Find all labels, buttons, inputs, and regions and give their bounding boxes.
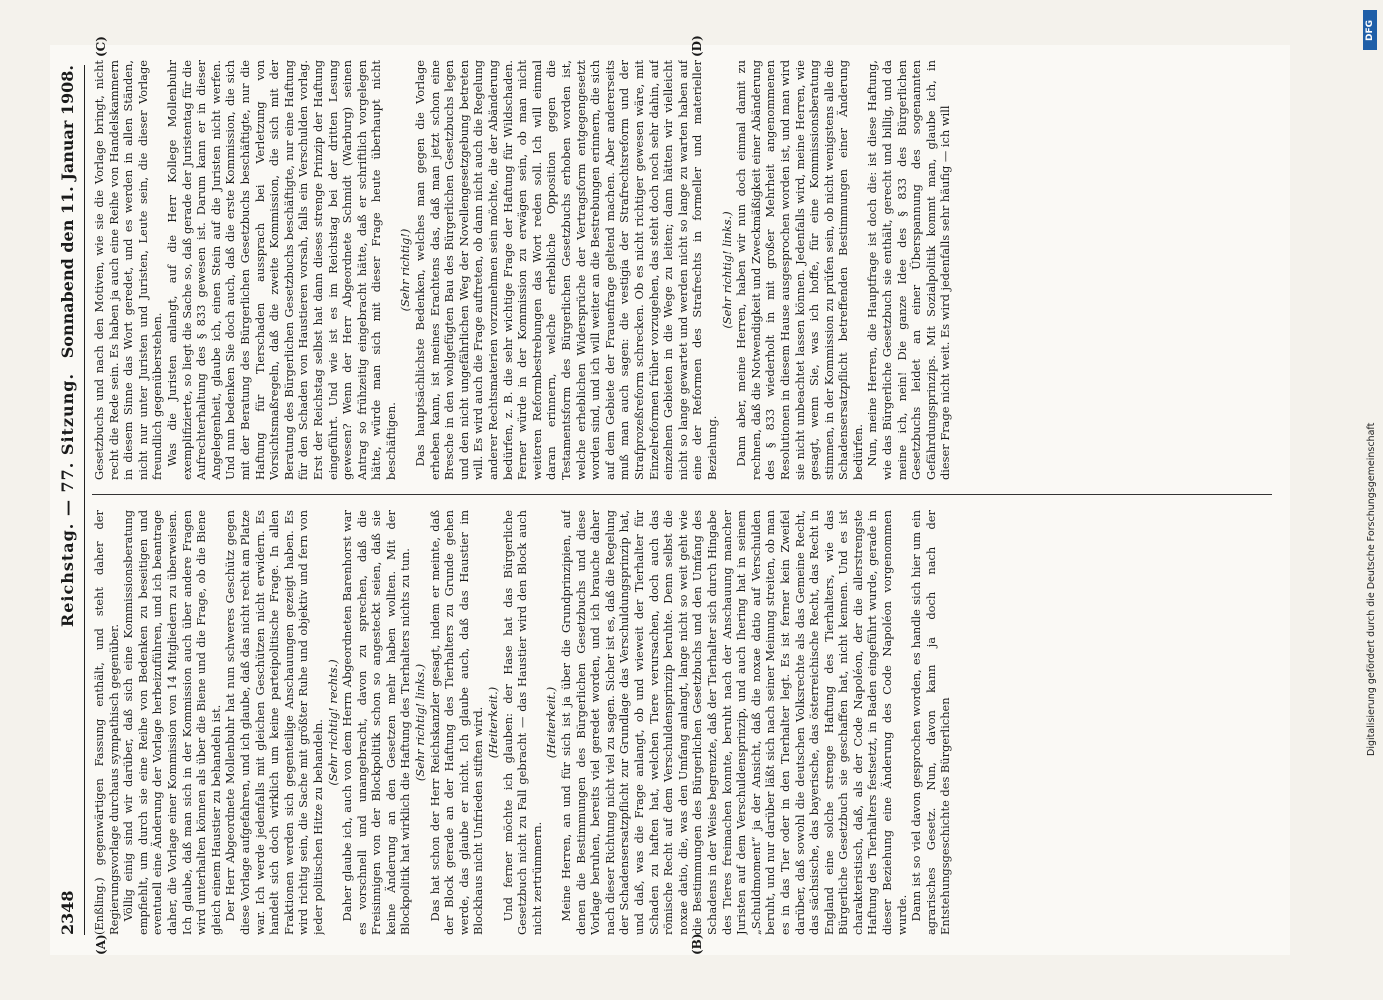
paragraph: (Sehr richtig! rechts.) — [325, 659, 340, 786]
dfg-logo: DFG — [1363, 10, 1377, 50]
margin-marker-d: (D) — [690, 35, 704, 57]
paragraph: Dann aber, meine Herren, haben wir nun doch einmal damit zu rechnen, daß die Notwendigkeit und Zweckmäßigkeit einer Abänderung des § 833 wiederholt in mit großer Mehrheit angenommenen Resolutionen in diesem Hause ausgesprochen worden ist, und man wird sie nicht unbeachtet lassen können. Jedenfalls wird, meine Herren, wie gesagt, wenn Sie, was ich hoffe, für eine Kommissionsberatung stimmen, in der Kommission zu prüfen sein, ob nicht wenigstens alle die Schadensersatzpflicht betreffenden Bestimmungen einer Änderung bedürfen. — [734, 60, 865, 480]
paragraph: Das hauptsächlichste Bedenken, welches man gegen die Vorlage erheben kann, ist meines Erachtens das, daß man jetzt schon eine Bresche in den wohlgefügten Bau des Bürgerlichen Gesetzbuchs legen und den nicht ungefährlichen Weg der Novellengesetzgebung betreten will. Es wird auch die Frage auftreten, ob dann nicht auch die Regelung anderer Rechtsmaterien vorzunehmen sein möchte, die der Abänderung bedürfen, z. B. die sehr wichtige Frage der Haftung für Wildschaden. Ferner würde in der Kommission zu erwägen sein, ob man nicht weiteren Reformbestrebungen das Wort reden soll. Ich will einmal daran erinnern, welche erhebliche Opposition gegen die Testamentsform des Bürgerlichen Gesetzbuchs erhoben worden ist, welche erheblichen Widersprüche der Vertragsform entgegengesetzt worden sind, und ich will weiter an die Bestrebungen erinnern, die sich auf dem Gebiete der Frauenfrage geltend machen. Aber andererseits muß man auch sagen: die vestigia der Strafrechtsreform und der Strafprozeßreform schrecken. Ob es nicht richtiger gewesen wäre, mit Einzelreformen früher vorzugehen, das steht doch noch sehr dahin, auf einzelnen Gebieten in die Wege zu leiten; dann hätten wir vielleicht nicht so lange gewartet und werden nicht so lange zu warten haben auf eine der Reformen des Strafrechts in formeller und materieller Beziehung. — [413, 60, 719, 480]
page-number: 2348 — [57, 890, 77, 935]
paragraph: Nun, meine Herren, die Hauptfrage ist doch die: ist diese Haftung, wie das Bürgerliche Gesetzbuch sie enthält, gerecht und billig, und da meine ich, nein! Die ganze Idee des § 833 des Bürgerlichen Gesetzbuchs leidet an einer Überspannung des sogenannten Gefährdungsprinzips. Mit Sozialpolitik kommt man, glaube ich, in dieser Frage nicht weit. Es wird jedenfalls sehr häufig — ich will — [865, 60, 953, 480]
session-title: Reichstag. — 77. Sitzung. — [57, 372, 77, 628]
page-header — [50, 65, 85, 935]
paragraph: (Sehr richtig! links.) — [413, 663, 428, 782]
digitization-credit: Digitalisierung gefördert durch die Deutsche Forschungsgemeinschaft — [1366, 422, 1377, 756]
paragraph: Daher glaube ich, auch von dem Herrn Abgeordneten Barenhorst war es vorschnell und unangebracht, davon zu sprechen, daß die Freisinnigen von der Blockpolitik schon so angesteckt seien, daß sie keine Änderung an den Gesetzen mehr haben wollten. Mit der Blockpolitik hat wirklich die Haftung des Tierhalters nichts zu tun. — [340, 510, 413, 935]
left-text-column — [92, 510, 1272, 935]
paragraph: Meine Herren, an und für sich ist ja über die Grundprinzipien, auf denen die Bestimmungen des Bürgerlichen Gesetzbuchs und diese Vorlage beruhen, bereits viel geredet worden, und ich brauche daher nach dieser Richtung nicht viel zu sagen. Sicher ist es, daß die Regelung der Schadensersatzpflicht zur Grundlage das Verschuldungsprinzip hat, und daß, was die Frage anlangt, ob und wieweit der Tierhalter für Schaden zu haften hat, welchen Tiere verursachen, doch auch das römische Recht auf dem Verschuldensprinzip beruhte. Denn selbst die noxae datio, die, was den Umfang anlangt, lange nicht so weit geht wie die Bestimmungen des Bürgerlichen Gesetzbuchs und den Umfang des Schadens in der Weise begrenzte, daß der Tierhalter sich durch Hingabe des Tieres freimachen konnte, beruht nach der Anschauung mancher Juristen auf dem Verschuldensprinzip, und auch Ihering hat in seinem „Schuldmoment“ ja der Ansicht, daß die noxae datio auf Verschulden beruht, und nur darüber läßt sich nach seiner Meinung streiten, ob man es in das Tier oder in den Tierhalter legt. Es ist ferner kein Zweifel darüber, daß sowohl die deutschen Volksrechte als das Gemeine Recht, das sächsische, das bayerische, das österreichische Recht, das Recht in England eine solche strenge Haftung des Tierhalters, wie das Bürgerliche Gesetzbuch sie geschaffen hat, nicht kennen. Und es ist charakteristisch, daß, als der Code Napoléon, der die allerstrengste Haftung des Tierhalters festsetzt, in Baden eingeführt wurde, gerade in dieser Beziehung eine Änderung des Code Napoléon vorgenommen wurde. — [559, 510, 909, 935]
paragraph: Gesetzbuchs und nach den Motiven, wie sie die Vorlage bringt, nicht recht die Rede sein. Es haben ja auch eine Reihe von Handelskammern in diesem Sinne das Wort geredet, und es werden in allen Ständen, nicht nur unter Juristen und Juristen, Leute sein, die dieser Vorlage freundlich gegenüberstehen. — [92, 60, 165, 480]
rotated-newspaper-page — [50, 35, 1290, 955]
margin-marker-c: (C) — [94, 36, 108, 57]
paragraph: (Heiterkeit.) — [544, 686, 559, 759]
paragraph: (Sehr richtig! links.) — [719, 211, 734, 329]
paragraph: Das hat schon der Herr Reichskanzler gesagt, indem er meinte, daß der Block gerade an der Haftung des Tierhalters zu Grunde gehen werde, das glaube er nicht. Ich glaube auch, daß das Haustier im Blockhaus nicht Unfrieden stiften wird. — [427, 510, 486, 935]
paragraph: Und ferner möchte ich glauben: der Hase hat das Bürgerliche Gesetzbuch nicht zu Fall gebracht — das Haustier wird den Block auch nicht zertrümmern. — [500, 510, 544, 935]
session-date: Sonnabend den 11. Januar 1908. — [57, 65, 77, 359]
right-text-column — [92, 60, 1272, 480]
paragraph: Völlig einig sind wir darüber, daß sich eine Kommissionsberatung empfiehlt, um durch sie eine Reihe von Bedenken zu beseitigen und eventuell eine Änderung der Vorlage herbeizuführen, und ich beantrage daher, die Vorlage einer Kommission von 14 Mitgliedern zu überweisen. Ich glaube, daß man sich in der Kommission auch über andere Fragen wird unterhalten können als über die Biene und die Frage, ob die Biene gleich einem Haustier zu behandeln ist. — [121, 510, 223, 935]
paragraph: Was die Juristen anlangt, auf die Herr Kollege Mollenbuhr exemplifizierte, so liegt die Sache so, daß gerade der Juristentag für die Aufrechterhaltung des § 833 gewesen ist. Darum kann er in dieser Angelegenheit, glaube ich, einen Stein auf die Juristen nicht werfen. Und nun bedenken Sie doch auch, daß die erste Kommission, die sich mit der Beratung des Bürgerlichen Gesetzbuchs beschäftigte, nur die Haftung für Tierschaden aussprach bei Verletzung von Vorsichtsmaßregeln, daß die zweite Kommission, die sich mit der Beratung des Bürgerlichen Gesetzbuchs beschäftigte, nur eine Haftung für den Schaden von Haustieren vorsah, falls ein Verschulden vorlag. Erst der Reichstag selbst hat dann dieses strenge Prinzip der Haftung eingeführt. Und wie ist es im Reichstag bei der dritten Lesung gewesen? Wenn der Herr Abgeordnete Schmidt (Warburg) seinen Antrag so frühzeitig eingebracht hätte, daß er schriftlich vorgelegen hätte, würde man sich mit dieser Frage heute überhaupt nicht beschäftigen. — [164, 60, 398, 480]
paragraph: Der Herr Abgeordnete Mollenbuhr hat nun schweres Geschütz gegen diese Vorlage aufgefahren, und ich glaube, daß das nicht recht am Platze war. Ich werde jedenfalls mit gleichen Geschützen nicht erwidern. Es handelt sich doch wirklich um keine parteipolitische Frage. In allen Fraktionen werden sich gegenteilige Anschauungen gezeigt haben. Es wird richtig sein, die Sache mit größter Ruhe und objektiv und fern von jeder politischen Hitze zu behandeln. — [223, 510, 325, 935]
column-divider — [92, 494, 1272, 495]
paragraph: (Sehr richtig!) — [398, 228, 413, 312]
margin-marker-a: (A) — [94, 934, 108, 955]
paragraph: (Enßling.) gegenwärtigen Fassung enthält, und steht daher der Regierungsvorlage durchaus sympathisch gegenüber. — [92, 510, 121, 935]
margin-marker-b: (B) — [690, 933, 704, 955]
paragraph: (Heiterkeit.) — [486, 686, 501, 759]
paragraph: Dann ist so viel davon gesprochen worden, es handle sich hier um ein agrarisches Gesetz. Nun, davon kann ja doch nach der Entstehungsgeschichte des Bürgerlichen — [909, 510, 953, 935]
